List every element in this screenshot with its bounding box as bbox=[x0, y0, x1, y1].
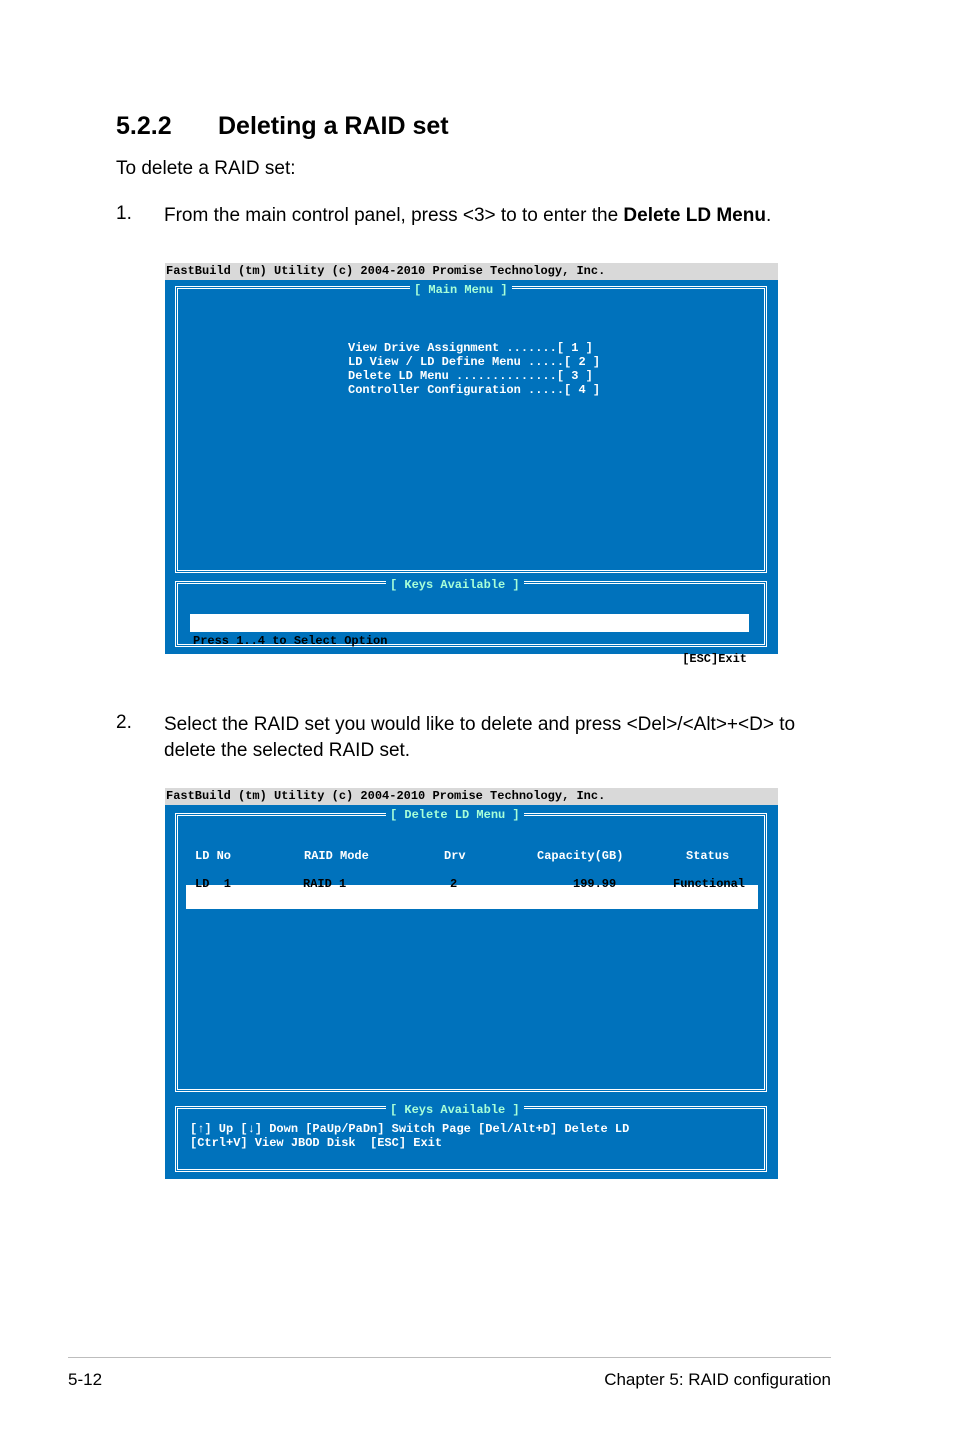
section-heading bbox=[116, 112, 449, 141]
step-1-text bbox=[164, 203, 771, 229]
delete-ld-frame bbox=[175, 813, 767, 1092]
keys-line-1: [↑] Up [↓] Down [PaUp/PaDn] Switch Page [Del/Alt+D] Delete LD bbox=[190, 1122, 630, 1136]
col-raid-mode: RAID Mode bbox=[304, 849, 369, 863]
section-title: Deleting a RAID set bbox=[218, 112, 449, 140]
footer-divider bbox=[68, 1357, 831, 1358]
esc-exit-key[interactable]: [ESC]Exit bbox=[682, 652, 747, 666]
keys-title-2: [ Keys Available ] bbox=[386, 1103, 524, 1117]
screen2 bbox=[165, 805, 778, 1179]
step-1-text-after: . bbox=[765, 205, 772, 226]
menu-item-ld-view[interactable]: LD View / LD Define Menu .....[ 2 ] bbox=[348, 355, 601, 369]
screen2-header: FastBuild (tm) Utility (c) 2004-2010 Promise Technology, Inc. bbox=[165, 788, 778, 805]
step-2-number: 2. bbox=[116, 712, 132, 733]
chapter-title: Chapter 5: RAID configuration bbox=[604, 1370, 831, 1389]
table-row[interactable] bbox=[186, 877, 758, 909]
intro-text: To delete a RAID set: bbox=[116, 158, 296, 179]
keys-left-text: Press 1..4 to Select Option bbox=[193, 634, 388, 648]
page-number: 5-12 bbox=[68, 1370, 103, 1389]
col-drv: Drv bbox=[444, 849, 466, 863]
col-ld-no: LD No bbox=[195, 849, 232, 863]
cell-capacity: 199.99 bbox=[573, 877, 617, 891]
menu-item-controller-config[interactable]: Controller Configuration .....[ 4 ] bbox=[348, 383, 601, 397]
menu-item-delete-ld[interactable]: Delete LD Menu ..............[ 3 ] bbox=[348, 369, 593, 383]
col-status: Status bbox=[686, 849, 730, 863]
main-menu-frame bbox=[175, 286, 767, 573]
step-2-line-2: delete the selected RAID set. bbox=[164, 740, 411, 761]
cell-drv: 2 bbox=[450, 877, 458, 891]
cell-raid-mode: RAID 1 bbox=[303, 877, 347, 891]
keys-title: [ Keys Available ] bbox=[386, 578, 524, 592]
keys-line-2: [Ctrl+V] View JBOD Disk [ESC] Exit bbox=[190, 1136, 443, 1150]
main-menu-title: [ Main Menu ] bbox=[410, 283, 512, 297]
step-2-line-1: Select the RAID set you would like to delete and press <Del>/<Alt>+<D> to bbox=[164, 714, 796, 735]
cell-ld-no: LD 1 bbox=[195, 877, 232, 891]
cell-status: Functional bbox=[673, 877, 746, 891]
step-1-bold: Delete LD Menu bbox=[623, 205, 766, 226]
section-number: 5.2.2 bbox=[116, 112, 172, 140]
step-1-text-before: From the main control panel, press <3> to to enter the bbox=[164, 205, 624, 226]
keys-bar bbox=[190, 614, 749, 666]
screen1 bbox=[165, 280, 778, 666]
col-capacity: Capacity(GB) bbox=[537, 849, 624, 863]
step-1-number: 1. bbox=[116, 203, 132, 224]
screen1-header: FastBuild (tm) Utility (c) 2004-2010 Promise Technology, Inc. bbox=[165, 263, 778, 280]
delete-ld-title: [ Delete LD Menu ] bbox=[386, 808, 524, 822]
menu-item-view-drive[interactable]: View Drive Assignment .......[ 1 ] bbox=[348, 341, 593, 355]
